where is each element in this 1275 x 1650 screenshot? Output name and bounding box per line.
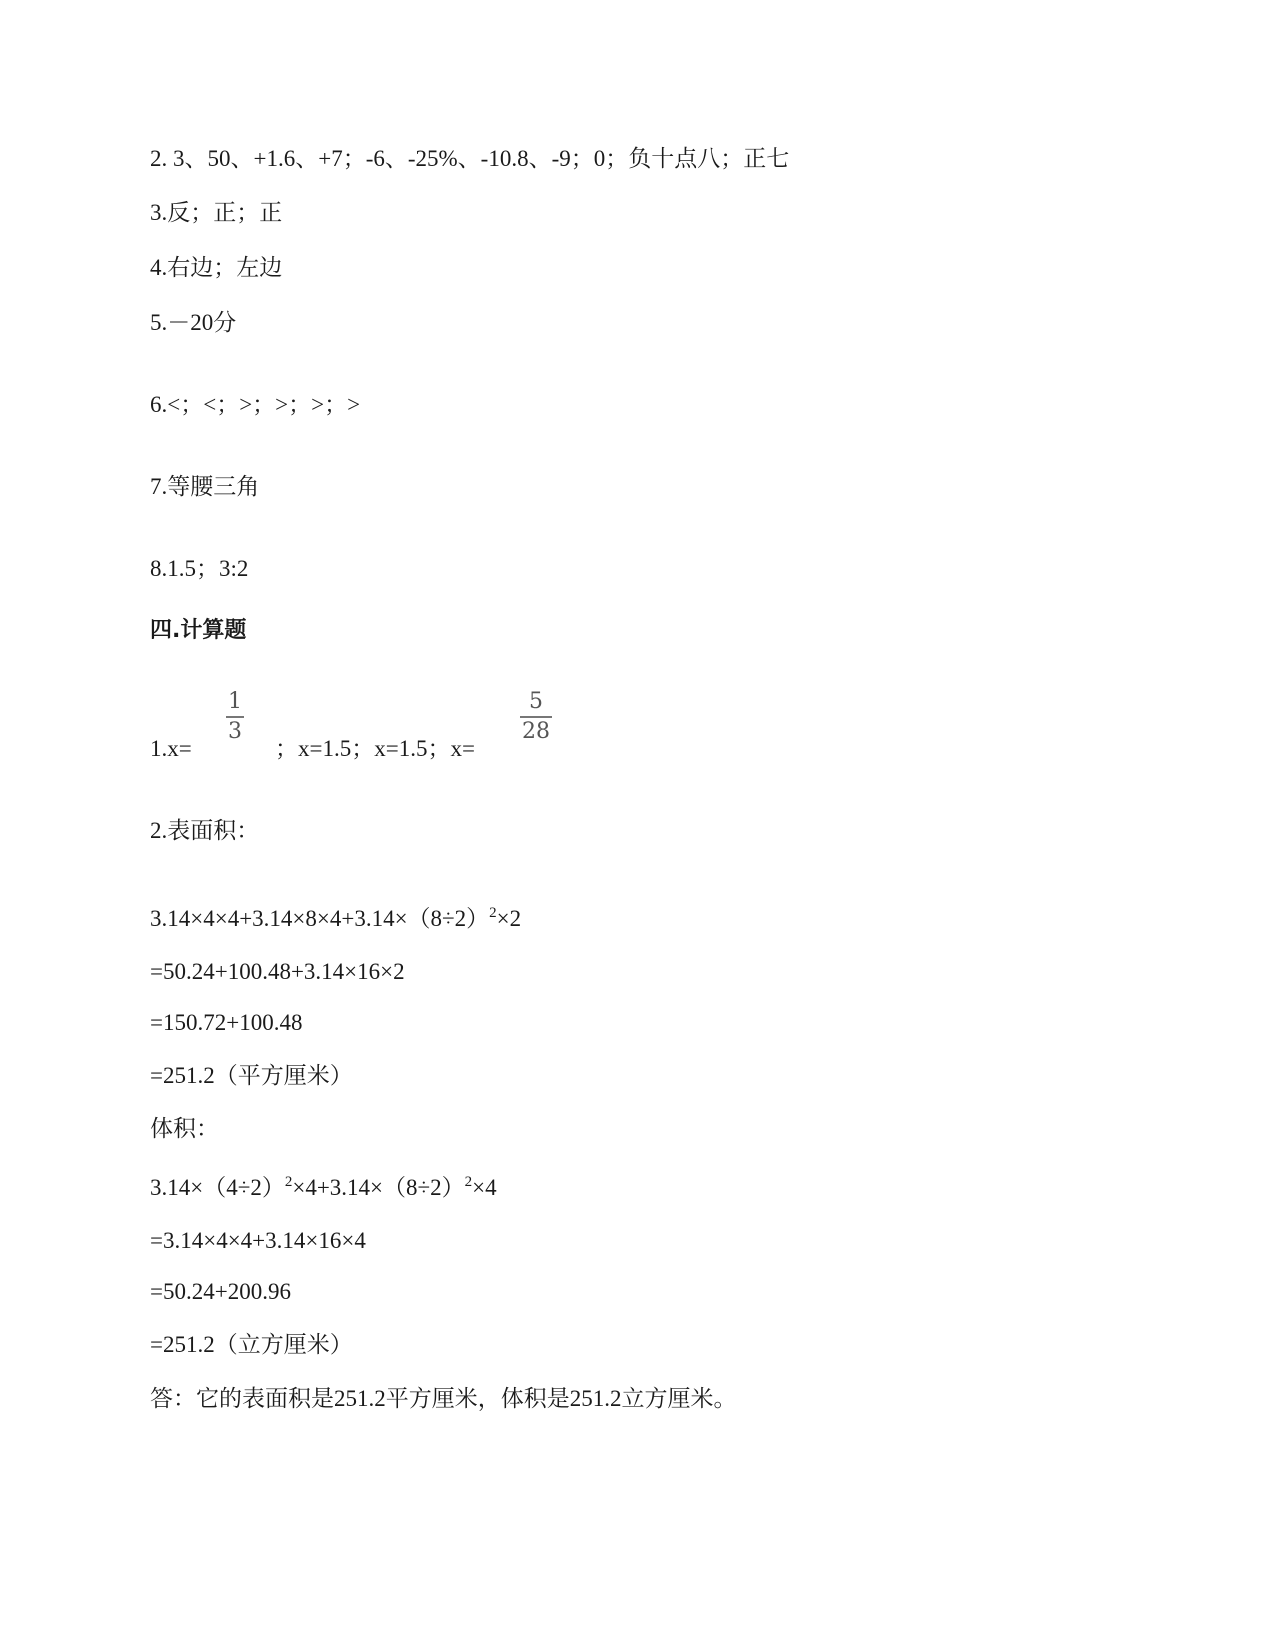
calc2-surface-label: 2.表面积： [150, 818, 260, 843]
volume-step-1 [150, 1173, 497, 1203]
calc1-middle: ；x=1.5；x=1.5；x= [275, 736, 475, 761]
answer-line-3: 3.反；正；正 [150, 200, 283, 225]
volume-step-1-text: 3.14×（4÷2） [150, 1175, 285, 1200]
fraction-denominator: 28 [522, 718, 550, 744]
exponent: 2 [489, 905, 497, 921]
volume-label: 体积： [150, 1116, 219, 1141]
surface-step-2: =50.24+100.48+3.14×16×2 [150, 959, 405, 984]
section-heading: 四.计算题 [150, 618, 247, 643]
answer-line-8: 8.1.5；3:2 [150, 556, 249, 581]
surface-step-4: =251.2（平方厘米） [150, 1063, 353, 1088]
exponent: 2 [284, 1174, 293, 1190]
volume-step-1-tail: ×4 [472, 1175, 497, 1200]
surface-step-1 [150, 904, 521, 934]
fraction-numerator: 1 [228, 689, 242, 714]
answer-line-4: 4.右边；左边 [150, 255, 283, 280]
volume-step-2: =3.14×4×4+3.14×16×4 [150, 1228, 366, 1253]
surface-step-3: =150.72+100.48 [150, 1010, 303, 1035]
fraction-five-28ths [520, 690, 552, 744]
fraction-bar [520, 716, 552, 718]
final-answer: 答：它的表面积是251.2平方厘米，体积是251.2立方厘米。 [150, 1386, 737, 1411]
surface-step-1-text: 3.14×4×4+3.14×8×4+3.14×（8÷2） [150, 906, 490, 931]
fraction-numerator: 5 [529, 689, 543, 714]
volume-step-4: =251.2（立方厘米） [150, 1332, 353, 1357]
volume-step-3: =50.24+200.96 [150, 1279, 291, 1304]
answer-line-7: 7.等腰三角 [150, 474, 260, 499]
surface-step-1-tail: ×2 [496, 906, 522, 931]
exponent: 2 [464, 1174, 473, 1190]
fraction-one-third [226, 690, 244, 744]
answer-line-6: 6.<；<；>；>；>；> [150, 392, 361, 417]
fraction-bar [226, 716, 244, 718]
volume-step-1-mid: ×4+3.14×（8÷2） [292, 1175, 465, 1200]
fraction-denominator: 3 [228, 718, 242, 744]
answer-line-2: 2. 3、50、+1.6、+7；-6、-25%、-10.8、-9；0；负十点八；正七 [150, 146, 790, 171]
answer-line-5: 5.－20分 [150, 310, 237, 335]
calc1-prefix: 1.x= [150, 736, 192, 761]
